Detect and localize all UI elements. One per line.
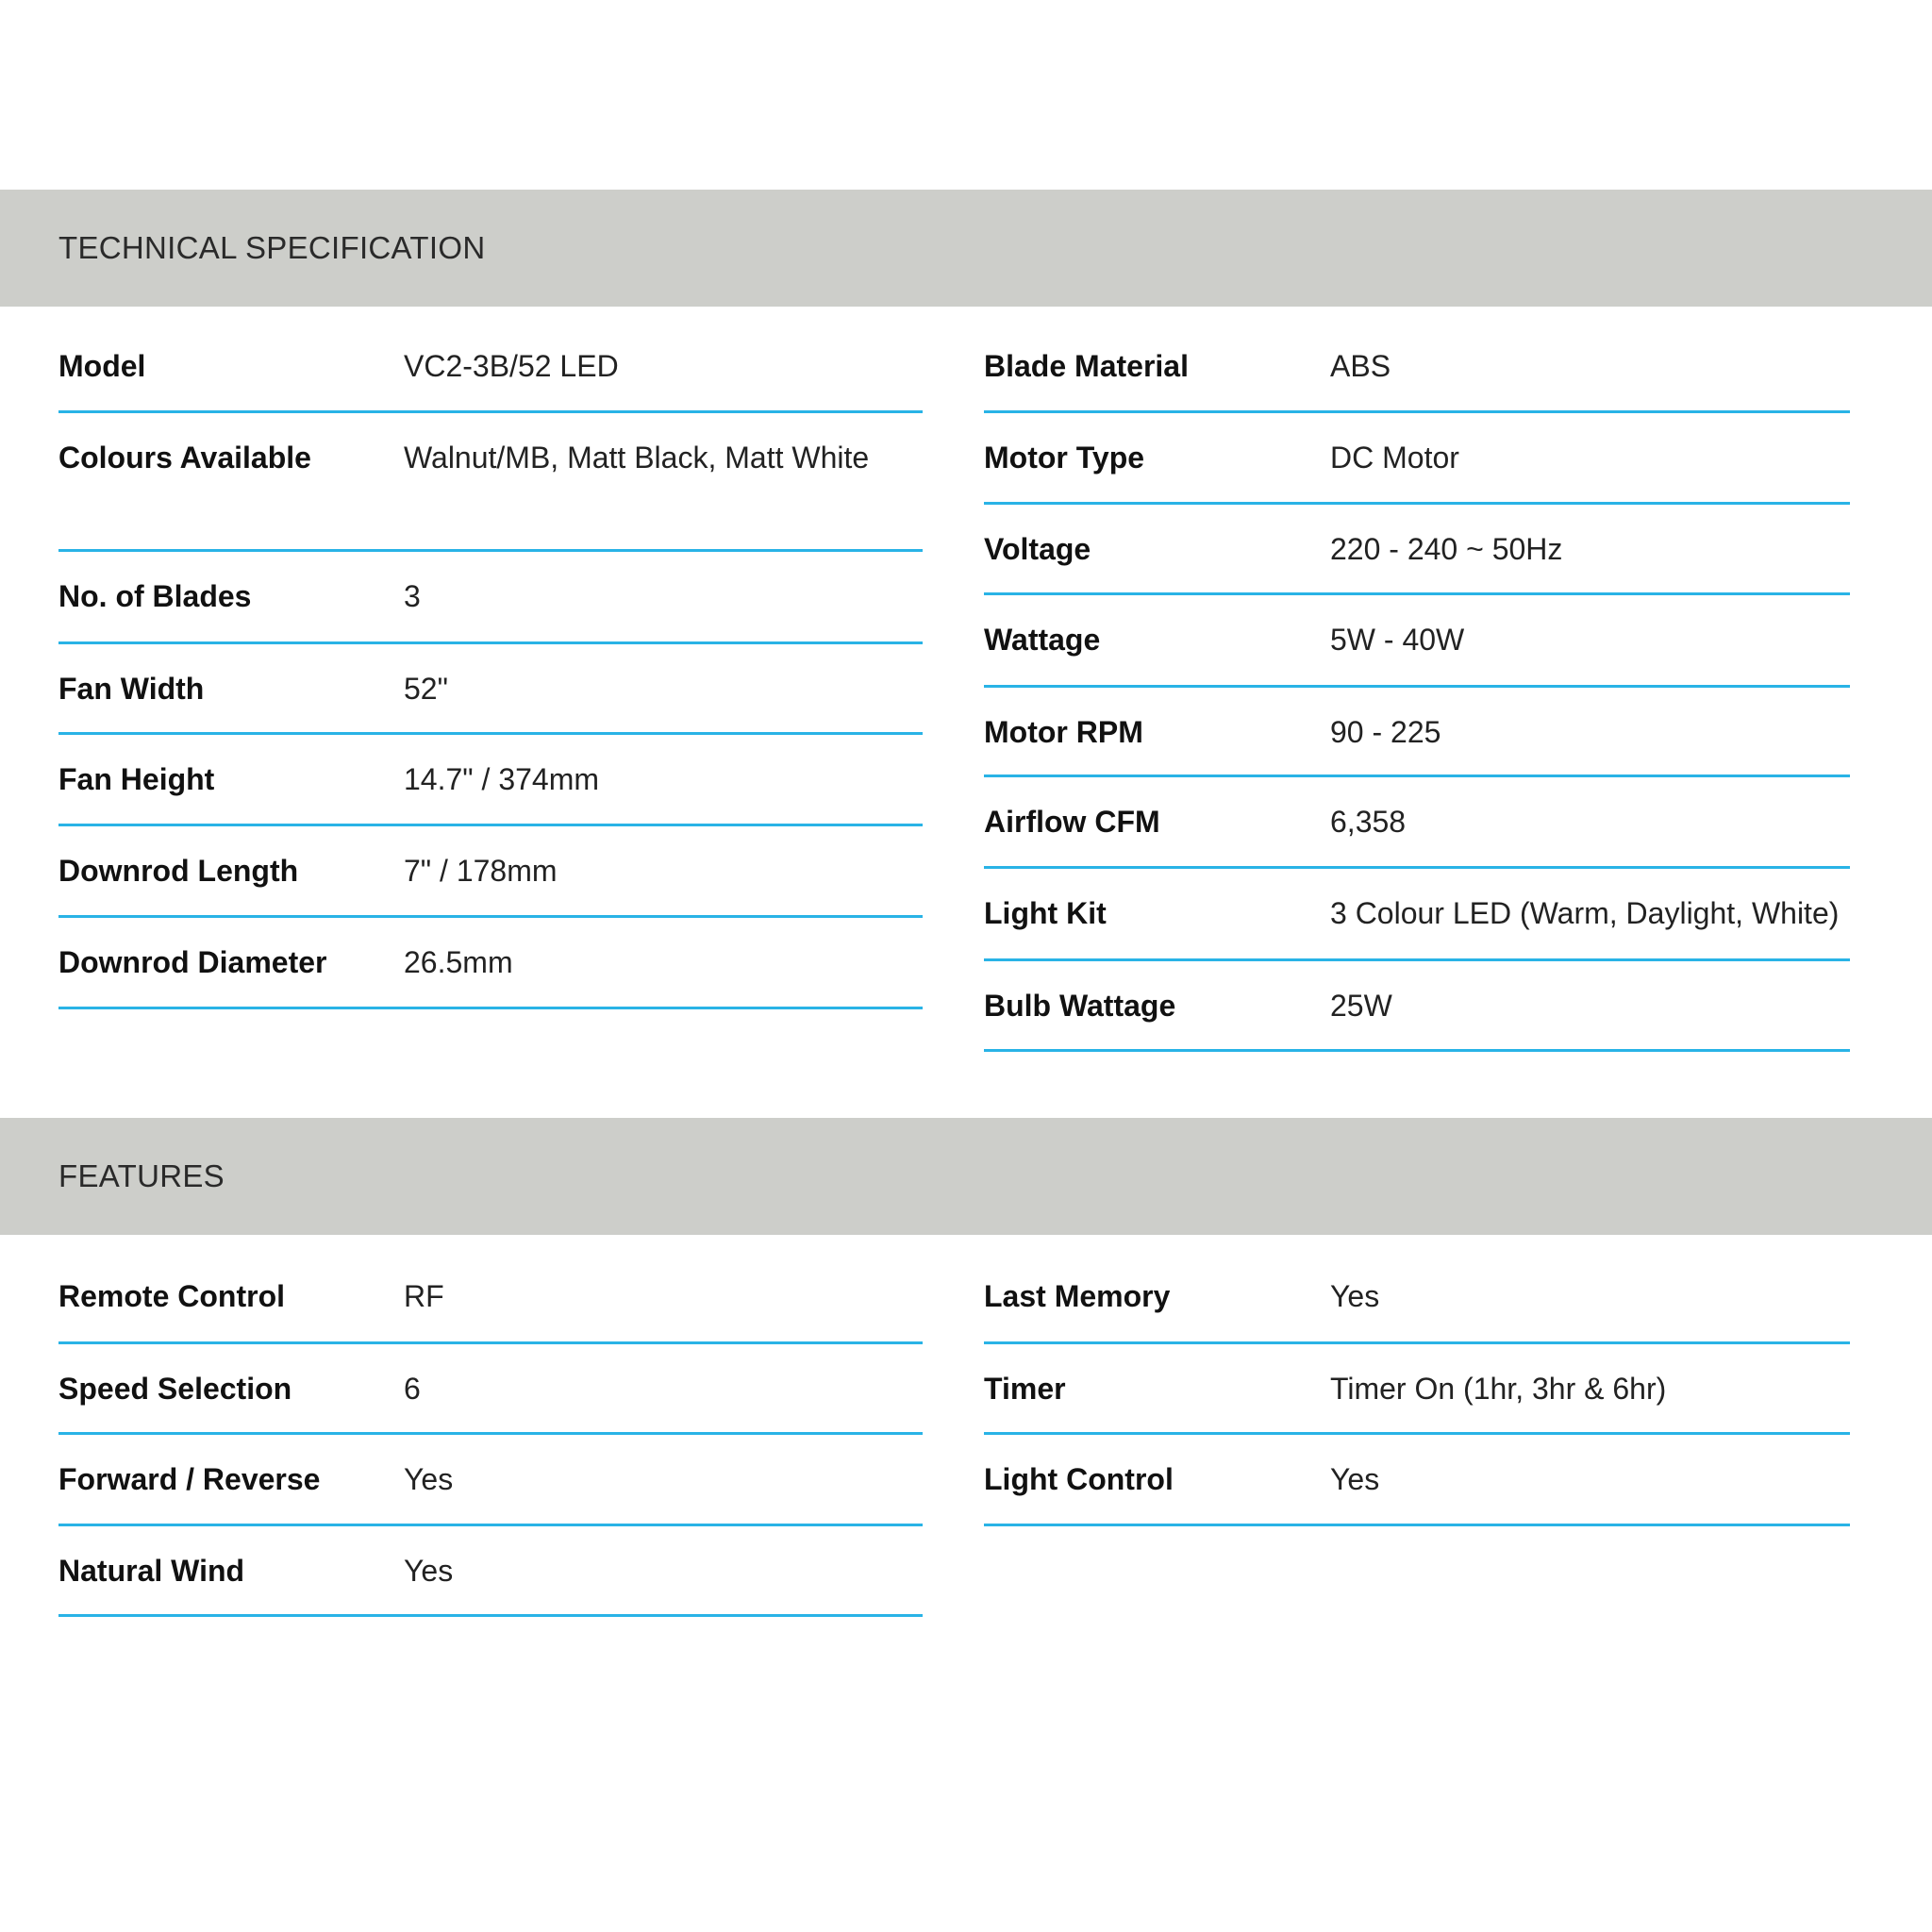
- feature-label: Remote Control: [58, 1279, 285, 1313]
- feature-label: Last Memory: [984, 1279, 1171, 1313]
- tech-spec-heading: TECHNICAL SPECIFICATION: [58, 230, 486, 265]
- spec-value: ABS: [1330, 349, 1391, 383]
- spec-value: VC2-3B/52 LED: [404, 349, 619, 383]
- spec-value: 25W: [1330, 989, 1392, 1023]
- spec-row-bulb-wattage: [984, 961, 1850, 1052]
- spec-value: 26.5mm: [404, 945, 513, 979]
- features-left-column: [58, 1272, 923, 1617]
- spec-value: 3: [404, 579, 421, 613]
- feature-label: Light Control: [984, 1462, 1174, 1496]
- spec-label: Motor Type: [984, 441, 1145, 475]
- spec-label: Wattage: [984, 623, 1101, 657]
- spec-label: Model: [58, 349, 146, 383]
- spec-label: No. of Blades: [58, 579, 252, 613]
- spec-row-downrod-length: [58, 826, 923, 918]
- spec-value: 14.7" / 374mm: [404, 762, 600, 796]
- spec-row-blades: [58, 552, 923, 644]
- spec-row-fan-width: [58, 644, 923, 735]
- feature-row-remote: [58, 1272, 923, 1344]
- spec-row-colours: [58, 413, 923, 552]
- spec-row-voltage: [984, 505, 1850, 595]
- spec-label: Downrod Diameter: [58, 945, 327, 979]
- spec-label: Airflow CFM: [984, 805, 1160, 839]
- spec-label: Downrod Length: [58, 854, 299, 888]
- features-header-band: [0, 1118, 1932, 1235]
- spec-label: Blade Material: [984, 349, 1189, 383]
- spec-value: 5W - 40W: [1330, 623, 1465, 657]
- spec-row-light-kit: [984, 869, 1850, 961]
- tech-spec-left-column: [58, 341, 923, 1009]
- spec-row-motor-type: [984, 413, 1850, 505]
- spec-value: 3 Colour LED (Warm, Daylight, White): [1330, 896, 1840, 930]
- feature-label: Natural Wind: [58, 1554, 245, 1588]
- spec-label: Light Kit: [984, 896, 1107, 930]
- spec-label: Fan Width: [58, 672, 205, 706]
- spec-row-downrod-diameter: [58, 918, 923, 1009]
- feature-row-light-control: [984, 1435, 1850, 1526]
- tech-spec-header-band: [0, 190, 1932, 307]
- spec-value: DC Motor: [1330, 441, 1459, 475]
- feature-label: Forward / Reverse: [58, 1462, 321, 1496]
- spec-row-blade-material: [984, 341, 1850, 413]
- feature-value: 6: [404, 1372, 421, 1406]
- spec-label: Colours Available: [58, 441, 311, 475]
- feature-row-speed: [58, 1344, 923, 1435]
- feature-row-last-memory: [984, 1272, 1850, 1344]
- feature-label: Timer: [984, 1372, 1066, 1406]
- spec-value: 90 - 225: [1330, 715, 1441, 749]
- feature-value: Yes: [404, 1554, 454, 1588]
- feature-value: Yes: [404, 1462, 454, 1496]
- feature-row-forward-reverse: [58, 1435, 923, 1526]
- tech-spec-right-column: [984, 341, 1850, 1052]
- spec-value: Walnut/MB, Matt Black, Matt White: [404, 441, 870, 475]
- spec-label: Bulb Wattage: [984, 989, 1176, 1023]
- features-right-column: [984, 1272, 1850, 1526]
- spec-value: 220 - 240 ~ 50Hz: [1330, 532, 1563, 566]
- spec-row-model: [58, 341, 923, 413]
- feature-row-timer: [984, 1344, 1850, 1435]
- feature-row-natural-wind: [58, 1526, 923, 1617]
- feature-value: Timer On (1hr, 3hr & 6hr): [1330, 1372, 1667, 1406]
- spec-row-wattage: [984, 595, 1850, 688]
- spec-label: Fan Height: [58, 762, 215, 796]
- spec-value: 6,358: [1330, 805, 1407, 839]
- feature-label: Speed Selection: [58, 1372, 292, 1406]
- spec-row-fan-height: [58, 735, 923, 826]
- feature-value: Yes: [1330, 1279, 1380, 1313]
- feature-value: RF: [404, 1279, 444, 1313]
- spec-row-motor-rpm: [984, 688, 1850, 777]
- spec-label: Voltage: [984, 532, 1091, 566]
- features-heading: FEATURES: [58, 1158, 225, 1193]
- spec-label: Motor RPM: [984, 715, 1143, 749]
- spec-value: 52": [404, 672, 448, 706]
- spec-row-airflow: [984, 777, 1850, 869]
- spec-value: 7" / 178mm: [404, 854, 558, 888]
- feature-value: Yes: [1330, 1462, 1380, 1496]
